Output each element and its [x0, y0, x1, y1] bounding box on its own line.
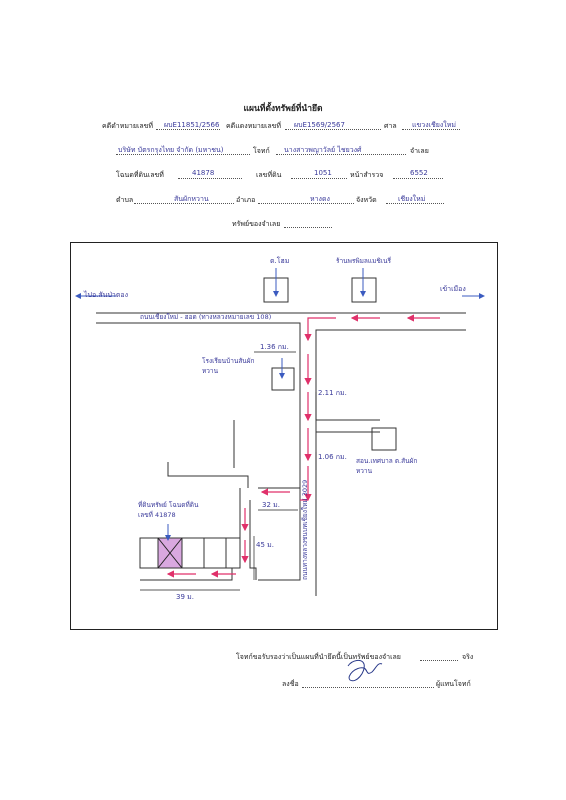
distance-1-36km: 1.36 กม. [260, 343, 289, 351]
subdistrict-name: สันผักหวาน [174, 195, 209, 203]
certify-text: โจทก์ขอรับรองว่าเป็นแผนที่นำยึดนี้เป็นทรัพย์ของจำเลย [236, 653, 401, 661]
district-name: หางดง [310, 195, 330, 203]
main-road-label: ถนนเชียงใหม่ - ฮอด (ทางหลวงหมายเลข 108) [140, 313, 272, 321]
defendant-property-label: ทรัพย์ของจำเลย [232, 220, 281, 228]
distance-32m: 32 ม. [262, 501, 280, 509]
red-case-number: ผบE1569/2567 [294, 121, 345, 129]
police-label: ต.โฮม [270, 257, 290, 265]
survey-number: 6552 [410, 169, 428, 177]
deed-number: 41878 [192, 169, 215, 177]
school-building-shape [272, 368, 294, 390]
certify-true: จริง [462, 653, 474, 661]
province-name: เชียงใหม่ [398, 195, 426, 203]
property-parcels [140, 538, 240, 568]
deed-label: โฉนดที่ดินเลขที่ [116, 171, 164, 179]
signature-field [302, 679, 434, 688]
defendant-name: นางสาวพญาวัลย์ ไชยวงศ์ [284, 146, 362, 154]
black-case-number: ผบE11851/2566 [164, 121, 220, 129]
land-number: 1051 [314, 169, 332, 177]
distance-2-11km: 2.11 กม. [318, 389, 347, 397]
plaintiff-name: บริษัท บัตรกรุงไทย จำกัด (มหาชน) [118, 146, 224, 154]
left-direction-label: ไปอ.สันป่าตอง [84, 291, 128, 299]
hospital-building-shape [372, 428, 396, 450]
distance-1-06km: 1.06 กม. [318, 453, 347, 461]
subdistrict-label: ตำบล [116, 196, 134, 204]
side-road-label: ถนนทางหลวงชนบทเชียงใหม่ 3029 [301, 479, 309, 580]
main-road [96, 313, 466, 462]
right-direction-label: เข้าเมือง [440, 285, 466, 293]
province-label: จังหวัด [356, 196, 377, 204]
defendant-label: จำเลย [410, 147, 429, 155]
document-title: แผนที่ตั้งทรัพย์ที่นำยึด [243, 104, 323, 114]
red-case-label: คดีแดงหมายเลขที่ [226, 122, 282, 130]
shop-label: ร้านพรพิมลแมชิเนรี่ [336, 257, 391, 265]
school-label: โรงเรียนบ้านสันผักหวาน [202, 357, 255, 375]
branch-road [316, 420, 380, 432]
plaintiff-label: โจทก์ [253, 147, 270, 155]
signature-label: ลงชื่อ [282, 680, 299, 688]
court-label: ศาล [384, 122, 397, 130]
distance-39m: 39 ม. [176, 593, 194, 601]
shop-building-shape [352, 278, 376, 302]
black-case-label: คดีดำหมายเลขที่ [102, 122, 154, 130]
attorney-label: ผู้แทนโจทก์ [436, 680, 471, 688]
hospital-label: สอน.เทศบาล ต.สันผักหวาน [356, 457, 418, 475]
court-name: แขวงเชียงใหม่ [412, 121, 456, 129]
certify-field [420, 652, 458, 661]
distance-45m: 45 ม. [256, 541, 274, 549]
survey-label: หน้าสำรวจ [350, 171, 384, 179]
district-label: อำเภอ [236, 196, 256, 204]
land-no-label: เลขที่ดิน [256, 171, 282, 179]
property-label: ที่ดินทรัพย์ โฉนดที่ดินเลขที่ 41878 [138, 501, 199, 519]
